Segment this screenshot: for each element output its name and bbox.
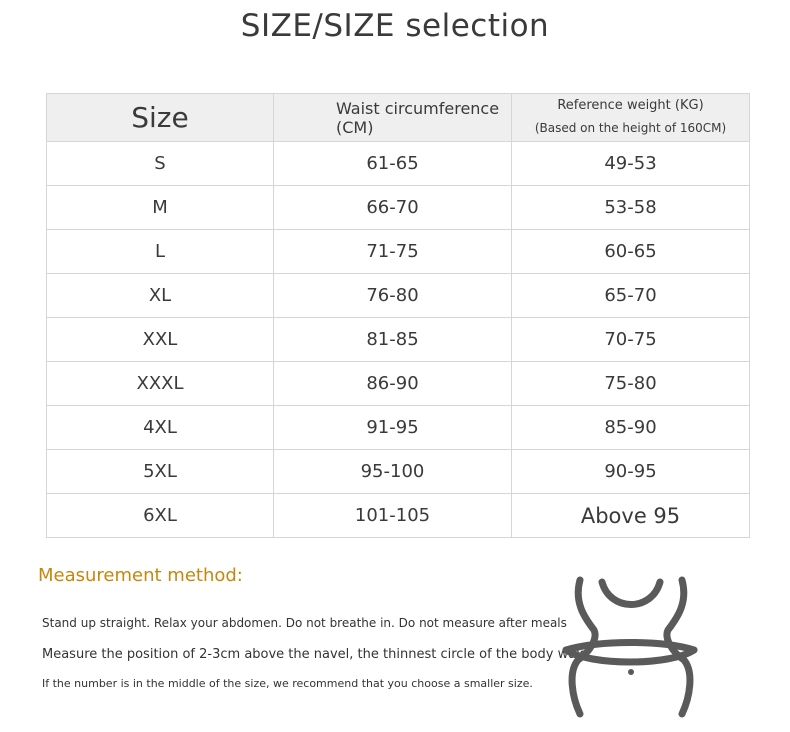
- cell-waist: 76-80: [274, 274, 512, 318]
- torso-measuring-tape-icon: [560, 572, 700, 722]
- cell-weight: 65-70: [512, 274, 750, 318]
- table-row: [47, 318, 750, 362]
- cell-weight: Above 95: [512, 494, 750, 538]
- cell-weight: 53-58: [512, 186, 750, 230]
- header-weight: [512, 94, 750, 142]
- cell-waist: 66-70: [274, 186, 512, 230]
- cell-weight: 60-65: [512, 230, 750, 274]
- page-title: SIZE/SIZE selection: [240, 8, 550, 44]
- instruction-size-advice: If the number is in the middle of the size, we recommend that you choose a smaller size.: [42, 677, 533, 690]
- size-chart-table: [46, 93, 750, 538]
- table-row: [47, 494, 750, 538]
- cell-waist: 81-85: [274, 318, 512, 362]
- table-row: [47, 230, 750, 274]
- cell-weight: 75-80: [512, 362, 750, 406]
- table-row: [47, 142, 750, 186]
- cell-weight: 85-90: [512, 406, 750, 450]
- cell-waist: 95-100: [274, 450, 512, 494]
- cell-size: 6XL: [47, 494, 274, 538]
- cell-size: M: [47, 186, 274, 230]
- header-size: Size: [47, 94, 274, 142]
- cell-waist: 86-90: [274, 362, 512, 406]
- cell-waist: 91-95: [274, 406, 512, 450]
- header-weight-note: (Based on the height of 160CM): [534, 121, 727, 135]
- cell-size: 4XL: [47, 406, 274, 450]
- cell-weight: 49-53: [512, 142, 750, 186]
- cell-size: XXXL: [47, 362, 274, 406]
- cell-size: L: [47, 230, 274, 274]
- table-row: [47, 406, 750, 450]
- cell-weight: 70-75: [512, 318, 750, 362]
- instruction-position: Measure the position of 2-3cm above the navel, the thinnest circle of the body waist: [42, 647, 592, 662]
- table-row: [47, 450, 750, 494]
- cell-waist: 101-105: [274, 494, 512, 538]
- cell-size: XL: [47, 274, 274, 318]
- table-header-row: [47, 94, 750, 142]
- cell-waist: 71-75: [274, 230, 512, 274]
- cell-weight: 90-95: [512, 450, 750, 494]
- table-row: [47, 186, 750, 230]
- table-row: [47, 274, 750, 318]
- header-waist: Waist circumference (CM): [274, 94, 512, 142]
- instruction-posture: Stand up straight. Relax your abdomen. Do not breathe in. Do not measure after meals: [42, 616, 567, 630]
- cell-size: 5XL: [47, 450, 274, 494]
- cell-size: S: [47, 142, 274, 186]
- cell-waist: 61-65: [274, 142, 512, 186]
- table-row: [47, 362, 750, 406]
- cell-size: XXL: [47, 318, 274, 362]
- measurement-method-title: Measurement method:: [38, 565, 243, 586]
- header-weight-label: Reference weight (KG): [557, 98, 704, 113]
